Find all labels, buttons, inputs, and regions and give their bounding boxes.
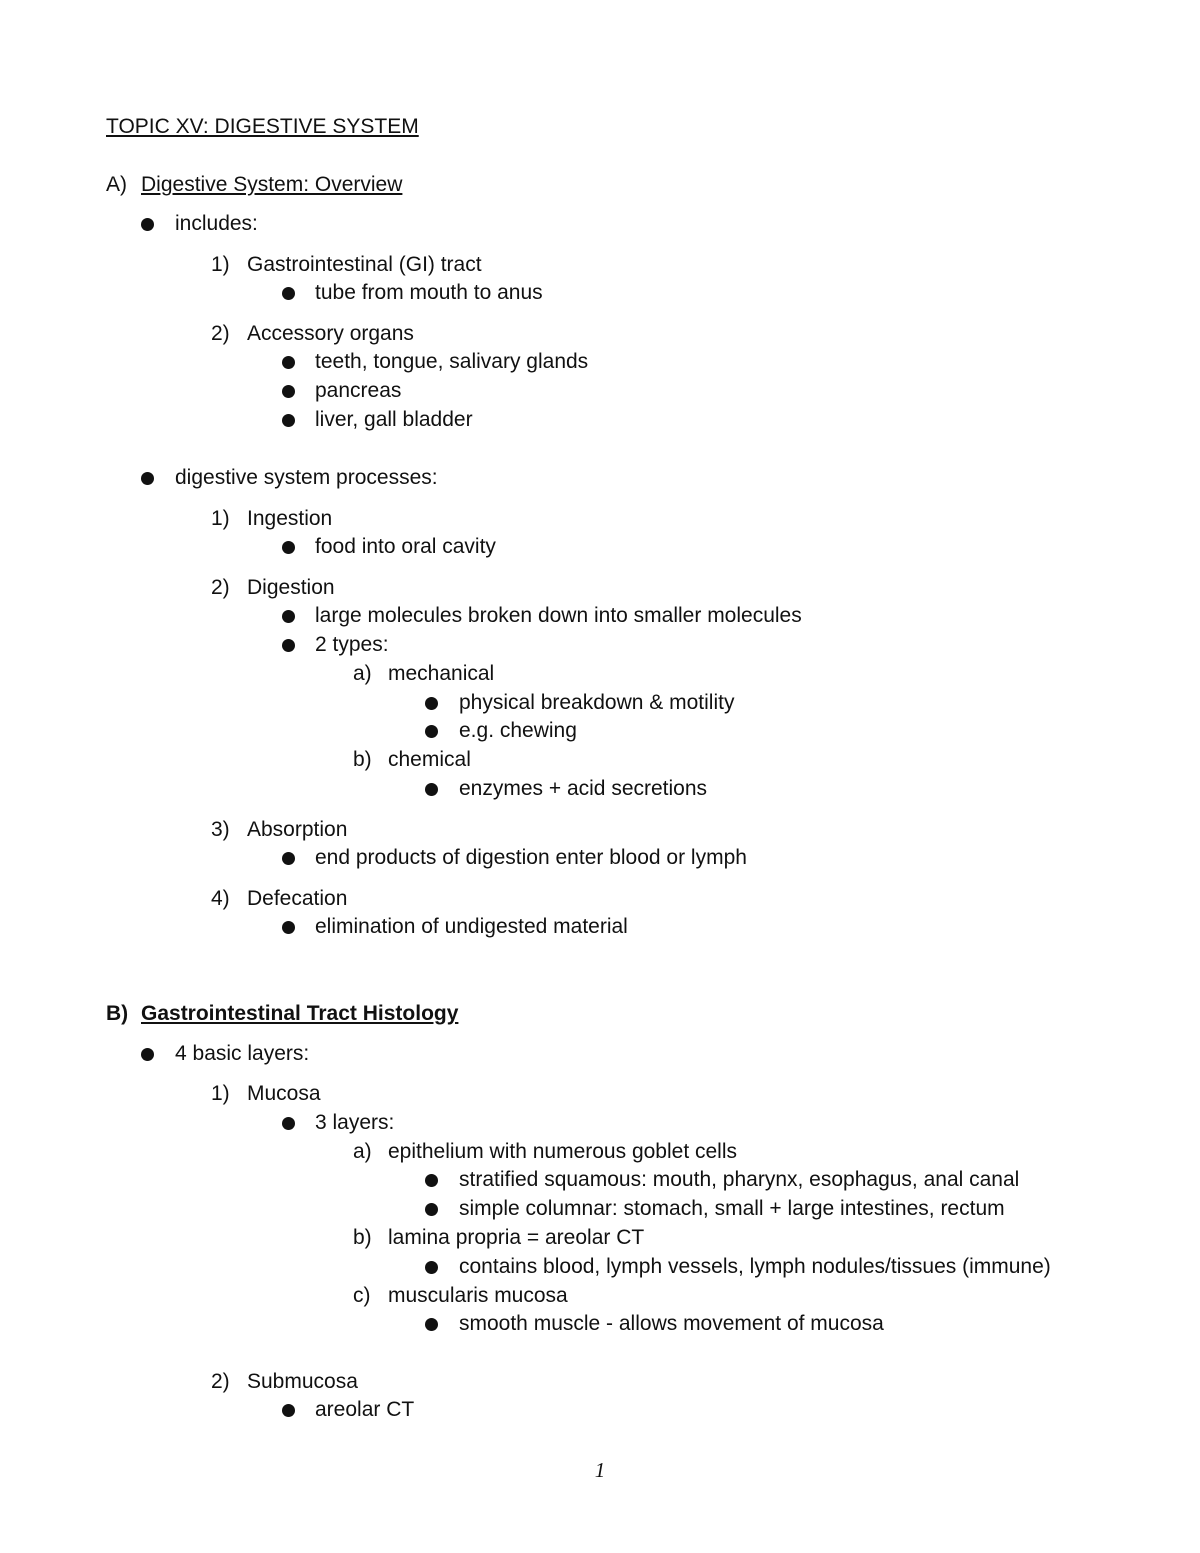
bullet-icon [282,1117,295,1130]
bullet-icon [282,541,295,554]
item-number: 3) [211,818,230,841]
bullet-icon [425,725,438,738]
list-item: liver, gall bladder [315,408,473,431]
section-a-marker: A) [106,173,127,196]
bullet-icon [141,1048,154,1061]
list-item: food into oral cavity [315,535,496,558]
bullet-icon [425,1261,438,1274]
item-number: 2) [211,1370,230,1393]
list-item: stratified squamous: mouth, pharynx, esophagus, anal canal [459,1168,1020,1191]
bullet-icon [425,783,438,796]
list-item: muscularis mucosa [388,1284,568,1307]
bullet-icon [282,921,295,934]
list-item: e.g. chewing [459,719,577,742]
item-letter: b) [353,748,372,771]
bullet-icon [282,414,295,427]
item-number: 1) [211,1082,230,1105]
list-item: digestive system processes: [175,466,438,489]
bullet-icon [282,287,295,300]
list-item: Digestion [247,576,335,599]
page-title: TOPIC XV: DIGESTIVE SYSTEM [106,115,419,138]
section-a-heading: Digestive System: Overview [141,173,403,196]
bullet-icon [425,1174,438,1187]
bullet-icon [282,852,295,865]
list-item: pancreas [315,379,402,402]
list-item: epithelium with numerous goblet cells [388,1140,738,1163]
item-letter: a) [353,1140,372,1163]
item-letter: b) [353,1226,372,1249]
bullet-icon [282,639,295,652]
list-item: chemical [388,748,471,771]
list-item: Absorption [247,818,348,841]
list-item: smooth muscle - allows movement of mucosa [459,1312,884,1335]
bullet-icon [282,610,295,623]
list-item: tube from mouth to anus [315,281,543,304]
item-number: 2) [211,576,230,599]
list-item: mechanical [388,662,495,685]
bullet-icon [425,697,438,710]
bullet-icon [141,472,154,485]
list-item: lamina propria = areolar CT [388,1226,645,1249]
list-item: Submucosa [247,1370,358,1393]
list-item: Ingestion [247,507,333,530]
list-item: physical breakdown & motility [459,691,735,714]
list-item: Defecation [247,887,348,910]
page-number: 1 [594,1458,606,1482]
list-item: 4 basic layers: [175,1042,310,1065]
bullet-icon [141,218,154,231]
item-letter: c) [353,1284,371,1307]
list-item: areolar CT [315,1398,415,1421]
list-item: 3 layers: [315,1111,395,1134]
item-number: 1) [211,507,230,530]
list-item: elimination of undigested material [315,915,628,938]
list-item: includes: [175,212,258,235]
item-number: 2) [211,322,230,345]
bullet-icon [282,385,295,398]
list-item: Mucosa [247,1082,321,1105]
bullet-icon [282,1404,295,1417]
list-item: large molecules broken down into smaller molecules [315,604,802,627]
bullet-icon [425,1318,438,1331]
item-number: 1) [211,253,230,276]
list-item: Gastrointestinal (GI) tract [247,253,482,276]
list-item: Accessory organs [247,322,414,345]
list-item: teeth, tongue, salivary glands [315,350,589,373]
list-item: enzymes + acid secretions [459,777,708,800]
section-b-heading: Gastrointestinal Tract Histology [141,1002,459,1025]
item-letter: a) [353,662,372,685]
bullet-icon [425,1203,438,1216]
list-item: contains blood, lymph vessels, lymph nodules/tissues (immune) [459,1255,1051,1278]
list-item: end products of digestion enter blood or lymph [315,846,747,869]
bullet-icon [282,356,295,369]
item-number: 4) [211,887,230,910]
list-item: simple columnar: stomach, small + large intestines, rectum [459,1197,1005,1220]
section-b-marker: B) [106,1002,129,1025]
list-item: 2 types: [315,633,389,656]
